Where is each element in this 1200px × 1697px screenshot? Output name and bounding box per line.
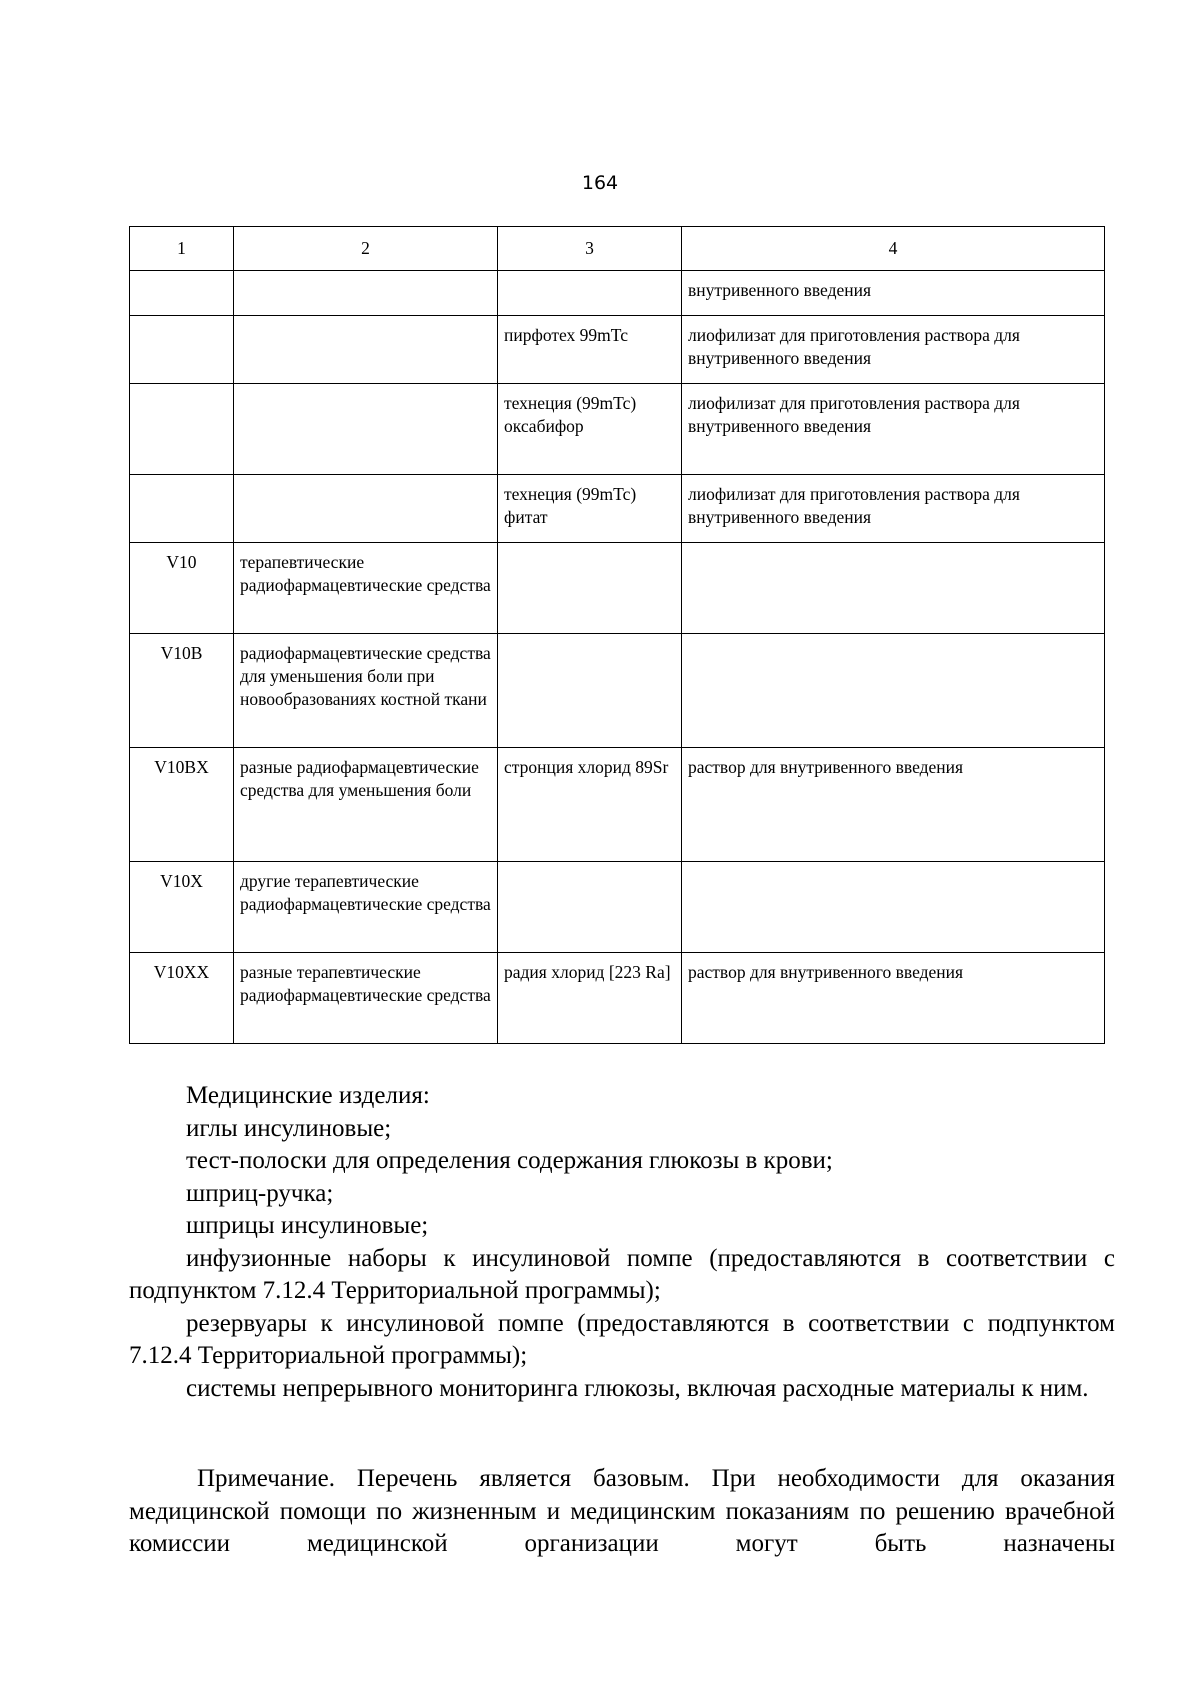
- devices-list-item: резервуары к инсулиновой помпе (предоставляются в соответствии с подпунктом 7.12.4 Территориальной программы);: [129, 1309, 1115, 1369]
- note-section: [129, 1463, 1115, 1561]
- drug-name-cell: [498, 543, 682, 634]
- note-paragraph: Примечание. Перечень является базовым. При необходимости для оказания медицинской помощи по жизненным и медицинским показаниям по решению врачебной комиссии медицинской организации могут быть назначены: [129, 1465, 1115, 1557]
- table-row: [130, 543, 1105, 634]
- group-name-cell: [234, 271, 498, 316]
- devices-list-item: системы непрерывного мониторинга глюкозы, включая расходные материалы к ним.: [186, 1374, 1089, 1402]
- page-number: 164: [581, 172, 619, 194]
- devices-list-item: шприцы инсулиновые;: [186, 1212, 429, 1239]
- dosage-form-cell: внутривенного введения: [682, 271, 1105, 316]
- table-row: [130, 316, 1105, 384]
- drug-name-cell: радия хлорид [223 Ra]: [498, 953, 682, 1044]
- atc-code-cell: [130, 271, 234, 316]
- devices-list-item: тест-полоски для определения содержания глюкозы в крови;: [186, 1147, 833, 1174]
- header-cell-1: 1: [130, 227, 234, 271]
- table-row: [130, 634, 1105, 748]
- group-name-cell: [234, 316, 498, 384]
- dosage-form-cell: раствор для внутривенного введения: [682, 953, 1105, 1044]
- atc-code-cell: [130, 384, 234, 475]
- group-name-cell: [234, 384, 498, 475]
- group-name-cell: разные радиофармацевтические средства для уменьшения боли: [234, 748, 498, 862]
- group-name-cell: другие терапевтические радиофармацевтические средства: [234, 862, 498, 953]
- header-cell-3: 3: [498, 227, 682, 271]
- dosage-form-cell: лиофилизат для приготовления раствора для внутривенного введения: [682, 475, 1105, 543]
- dosage-form-cell: лиофилизат для приготовления раствора для внутривенного введения: [682, 316, 1105, 384]
- drug-name-cell: пирфотех 99mTc: [498, 316, 682, 384]
- devices-list-item: шприц-ручка;: [186, 1179, 334, 1207]
- group-name-cell: [234, 475, 498, 543]
- group-name-cell: разные терапевтические радиофармацевтические средства: [234, 953, 498, 1044]
- medical-devices-section: [129, 1080, 1115, 1405]
- atc-code-cell: V10X: [130, 862, 234, 953]
- atc-code-cell: [130, 475, 234, 543]
- atc-code-cell: V10BX: [130, 748, 234, 862]
- header-cell-2: 2: [234, 227, 498, 271]
- drug-name-cell: [498, 862, 682, 953]
- table-row: [130, 475, 1105, 543]
- table-header-row: [130, 227, 1105, 271]
- drug-name-cell: технеция (99mTc) фитат: [498, 475, 682, 543]
- drug-name-cell: технеция (99mTc) оксабифор: [498, 384, 682, 475]
- dosage-form-cell: [682, 862, 1105, 953]
- dosage-form-cell: [682, 543, 1105, 634]
- drug-name-cell: [498, 271, 682, 316]
- devices-list-item: иглы инсулиновые;: [186, 1114, 392, 1142]
- atc-code-cell: V10B: [130, 634, 234, 748]
- drug-name-cell: [498, 634, 682, 748]
- devices-list-item: инфузионные наборы к инсулиновой помпе (предоставляются в соответствии с подпунктом 7.12.4 Территориальной программы);: [129, 1244, 1115, 1304]
- table-row: [130, 748, 1105, 862]
- group-name-cell: терапевтические радиофармацевтические средства: [234, 543, 498, 634]
- atc-code-cell: V10XX: [130, 953, 234, 1044]
- header-cell-4: 4: [682, 227, 1105, 271]
- drug-name-cell: стронция хлорид 89Sr: [498, 748, 682, 862]
- table-row: [130, 862, 1105, 953]
- dosage-form-cell: [682, 634, 1105, 748]
- table-row: [130, 271, 1105, 316]
- drug-table: [129, 226, 1105, 1044]
- table-row: [130, 384, 1105, 475]
- dosage-form-cell: лиофилизат для приготовления раствора для внутривенного введения: [682, 384, 1105, 475]
- atc-code-cell: V10: [130, 543, 234, 634]
- atc-code-cell: [130, 316, 234, 384]
- devices-heading: Медицинские изделия:: [186, 1082, 430, 1109]
- table-row: [130, 953, 1105, 1044]
- dosage-form-cell: раствор для внутривенного введения: [682, 748, 1105, 862]
- group-name-cell: радиофармацевтические средства для уменьшения боли при новообразованиях костной ткани: [234, 634, 498, 748]
